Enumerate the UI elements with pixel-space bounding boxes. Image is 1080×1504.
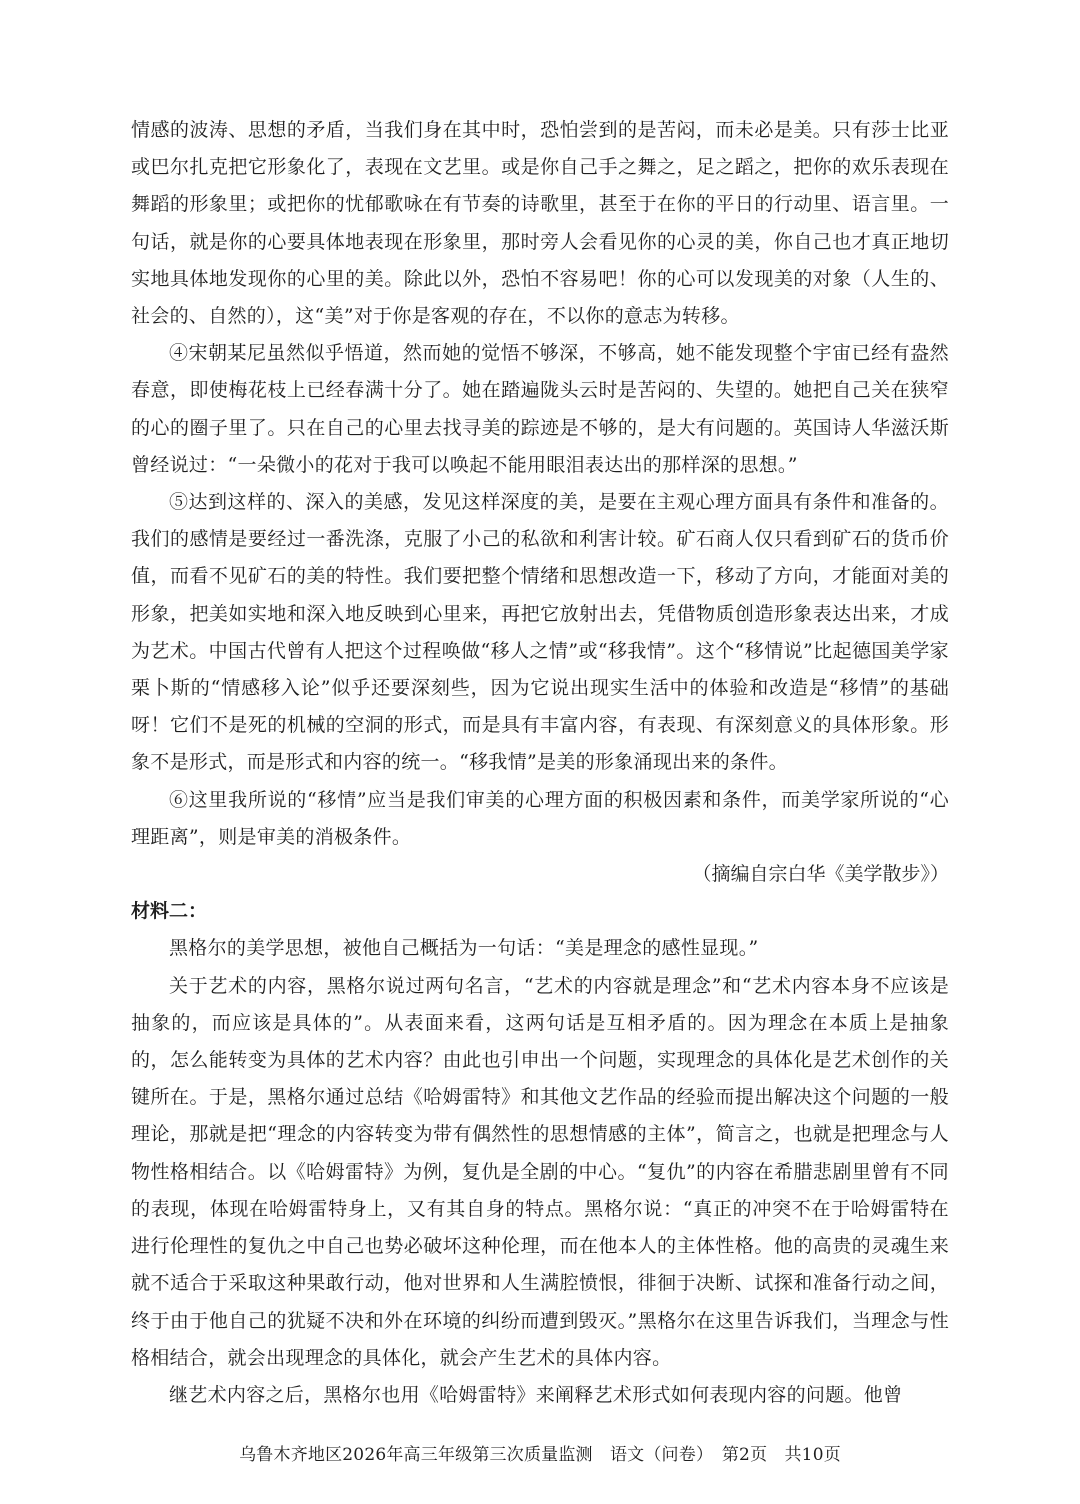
material1-paragraph-6: ⑥这里我所说的“移情”应当是我们审美的心理方面的积极因素和条件，而美学家所说的“心理距离”，则是审美的消极条件。 (131, 788, 949, 848)
material1-paragraph-continued: 情感的波涛、思想的矛盾，当我们身在其中时，恐怕尝到的是苦闷，而未必是美。只有莎士比亚或巴尔扎克把它形象化了，表现在文艺里。或是你自己手之舞之，足之蹈之，把你的欢乐表现在舞蹈的形象里；或把你的忧郁歌咏在有节奏的诗歌里，甚至于在你的平日的行动里、语言里。一句话，就是你的心要具体地表现在形象里，那时旁人会看见你的心灵的美，你自己也才真正地切实地具体地发现你的心里的美。除此以外，恐怕不容易吧！你的心可以发现美的对象（人生的、社会的、自然的），这“美”对于你是客观的存在，不以你的意志为转移。 (131, 119, 949, 328)
source-citation: （摘编自宗白华《美学散步》） (692, 863, 949, 886)
page-body (131, 112, 949, 1414)
material2-paragraph-3: 继艺术内容之后，黑格尔也用《哈姆雷特》来阐释艺术形式如何表现内容的问题。他曾 (169, 1383, 903, 1406)
material2-paragraph-1: 黑格尔的美学思想，被他自己概括为一句话：“美是理念的感性显现。” (169, 937, 759, 960)
material1-paragraph-4: ④宋朝某尼虽然似乎悟道，然而她的觉悟不够深，不够高，她不能发现整个宇宙已经有盎然春意，即使梅花枝上已经春满十分了。她在踏遍陇头云时是苦闷的、失望的。她把自己关在狭窄的心的圈子里了。只在自己的心里去找寻美的踪迹是不够的，是大有问题的。英国诗人华滋沃斯曾经说过：“一朵微小的花对于我可以唤起不能用眼泪表达出的那样深的思想。” (131, 342, 949, 476)
page-footer: 乌鲁木齐地区2026年高三年级第三次质量监测 语文（问卷） 第2页 共10页 (239, 1445, 841, 1465)
material2-paragraph-2: 关于艺术的内容，黑格尔说过两句名言，“艺术的内容就是理念”和“艺术内容本身不应该是抽象的，而应该是具体的”。从表面来看，这两句话是互相矛盾的。因为理念在本质上是抽象的，怎么能转变为具体的艺术内容？由此也引申出一个问题，实现理念的具体化是艺术创作的关键所在。于是，黑格尔通过总结《哈姆雷特》和其他文艺作品的经验而提出解决这个问题的一般理论，那就是把“理念的内容转变为带有偶然性的思想情感的主体”，简言之，也就是把理念与人物性格相结合。以《哈姆雷特》为例，复仇是全剧的中心。“复仇”的内容在希腊悲剧里曾有不同的表现，体现在哈姆雷特身上，又有其自身的特点。黑格尔说：“真正的冲突不在于哈姆雷特在进行伦理性的复仇之中自己也势必破坏这种伦理，而在他本人的主体性格。他的高贵的灵魂生来就不适合于采取这种果敢行动，他对世界和人生满腔愤恨，徘徊于决断、试探和准备行动之间，终于由于他自己的犹疑不决和外在环境的纠纷而遭到毁灭。”黑格尔在这里告诉我们，当理念与性格相结合，就会出现理念的具体化，就会产生艺术的具体内容。 (131, 974, 949, 1369)
material2-heading: 材料二： (131, 900, 208, 923)
material1-paragraph-5: ⑤达到这样的、深入的美感，发见这样深度的美，是要在主观心理方面具有条件和准备的。我们的感情是要经过一番洗涤，克服了小己的私欲和利害计较。矿石商人仅只看到矿石的货币价值，而看不见矿石的美的特性。我们要把整个情绪和思想改造一下，移动了方向，才能面对美的形象，把美如实地和深入地反映到心里来，再把它放射出去，凭借物质创造形象表达出来，才成为艺术。中国古代曾有人把这个过程唤做“移人之情”或“移我情”。这个“移情说”比起德国美学家栗卜斯的“情感移入论”似乎还要深刻些，因为它说出现实生活中的体验和改造是“移情”的基础呀！它们不是死的机械的空洞的形式，而是具有丰富内容，有表现、有深刻意义的具体形象。形象不是形式，而是形式和内容的统一。“移我情”是美的形象涌现出来的条件。 (131, 491, 949, 774)
